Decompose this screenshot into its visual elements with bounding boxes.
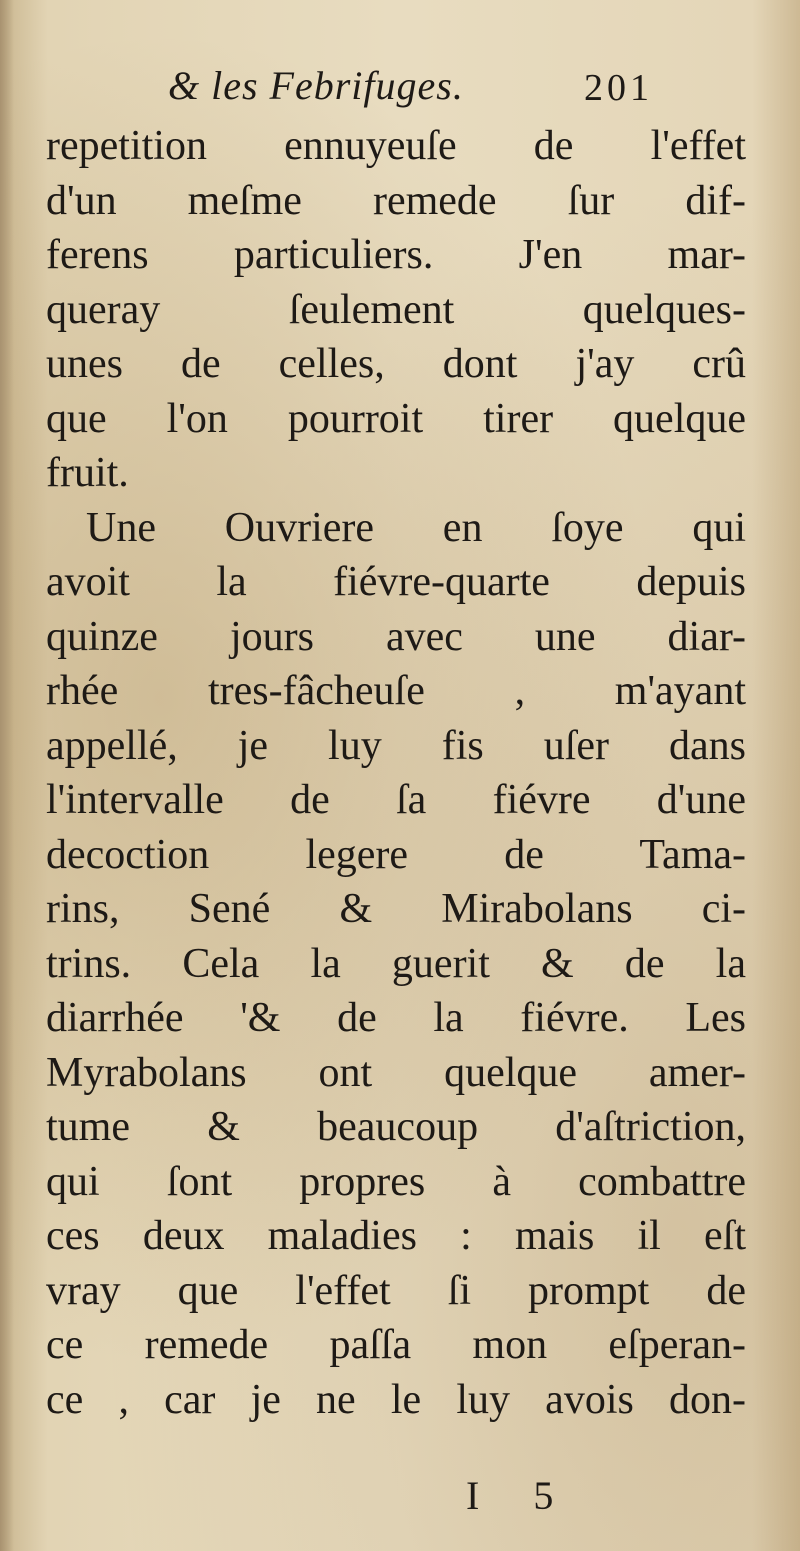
text-line: trins. Cela la guerit & de la <box>46 940 746 987</box>
text-line: ce remede paſſa mon eſperan- <box>46 1322 746 1368</box>
text-line: Myrabolans ont quelque amer- <box>46 1049 746 1096</box>
text-line: vray que l'effet ſi prompt de <box>46 1267 746 1314</box>
paragraph-start-line: Une Ouvriere en ſoye qui <box>86 504 746 551</box>
text-line: queray ſeulement quelques- <box>46 286 746 333</box>
text-line: unes de celles, dont j'ay crû <box>46 341 746 387</box>
text-line: que l'on pourroit tirer quelque <box>46 395 746 442</box>
running-title: & les Febrifuges. <box>168 63 464 108</box>
signature-mark: I 5 <box>466 1473 576 1518</box>
text-line: tume & beaucoup d'aſtriction, <box>46 1104 746 1150</box>
text-line: d'un meſme remede ſur dif- <box>46 177 746 224</box>
text-line: rins, Sené & Mirabolans ci- <box>46 886 746 932</box>
page-number: 201 <box>584 67 653 109</box>
body-text <box>46 119 746 1427</box>
text-line: ces deux maladies : mais il eſt <box>46 1213 746 1259</box>
text-line: quinze jours avec une diar- <box>46 613 746 660</box>
page-header <box>0 62 800 112</box>
text-line: avoit la fiévre-quarte depuis <box>46 559 746 605</box>
text-line: ferens particuliers. J'en mar- <box>46 232 746 278</box>
text-line: l'intervalle de ſa fiévre d'une <box>46 777 746 823</box>
page-gutter-shadow <box>0 0 14 1551</box>
text-line: fruit. <box>46 450 129 496</box>
text-line: repetition ennuyeuſe de l'effet <box>46 123 746 169</box>
text-line: appellé, je luy fis uſer dans <box>46 722 746 769</box>
text-line: rhée tres-fâcheuſe , m'ayant <box>46 668 746 714</box>
text-line: diarrhée '& de la fiévre. Les <box>46 995 746 1041</box>
text-line: ce , car je ne le luy avois don- <box>46 1376 746 1423</box>
text-line: qui ſont propres à combattre <box>46 1158 746 1205</box>
text-line: decoction legere de Tama- <box>46 831 746 878</box>
